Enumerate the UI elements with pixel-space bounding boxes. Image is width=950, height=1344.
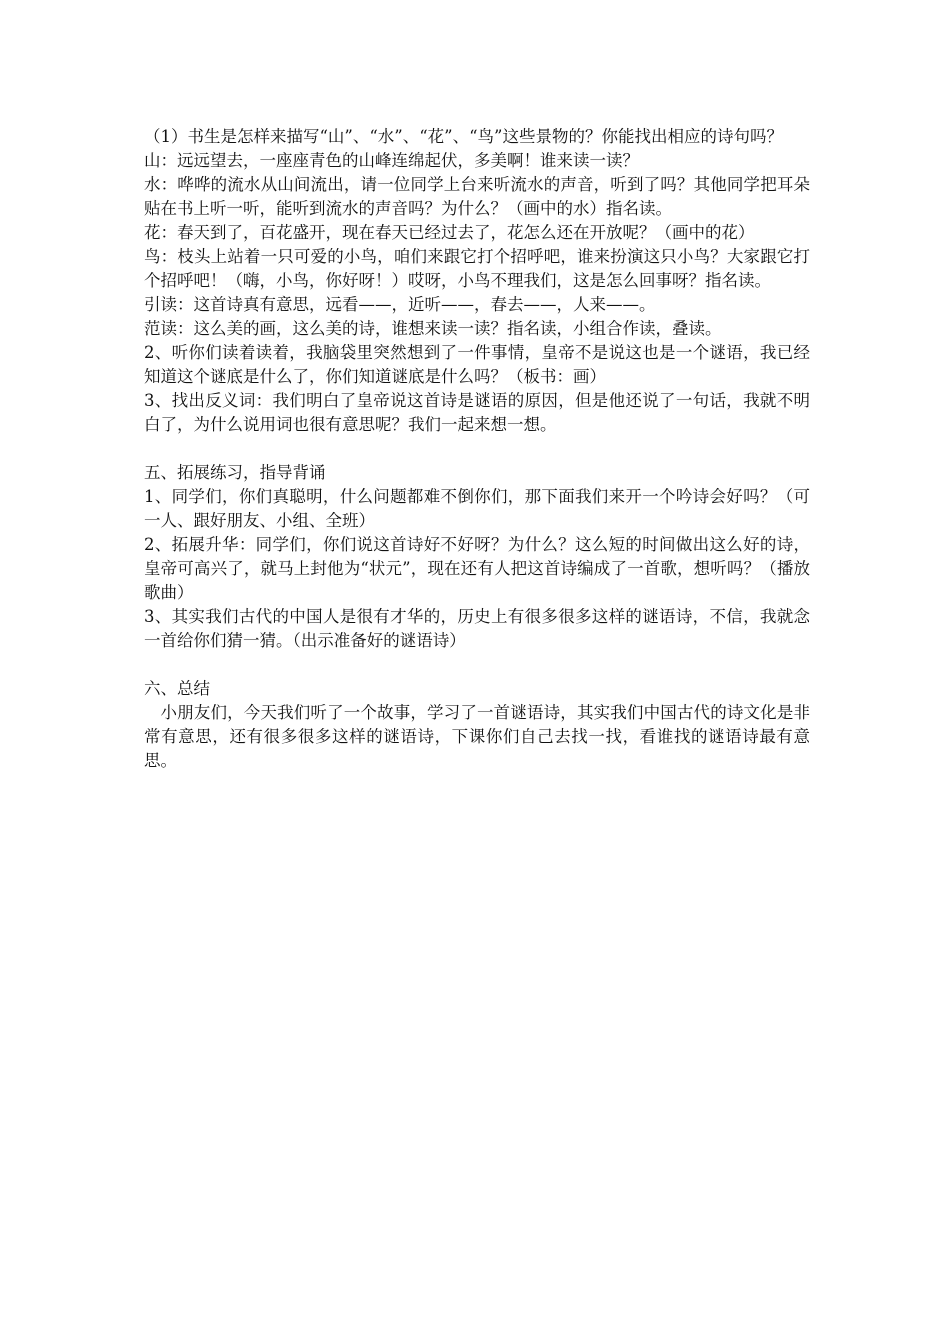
blank-line <box>144 437 810 461</box>
model-reading-paragraph: 范读：这么美的画，这么美的诗，谁想来读一读？指名读，小组合作读，叠读。 <box>144 319 722 338</box>
document-body <box>144 125 810 773</box>
bird-paragraph: 鸟：枝头上站着一只可爱的小鸟，咱们来跟它打个招呼吧，谁来扮演这只小鸟？大家跟它打个招呼吧！（嗨，小鸟，你好呀！）哎呀，小鸟不理我们，这是怎么回事呀？指名读。 <box>144 247 810 290</box>
question-1: （1）书生是怎样来描写“山”、“水”、“花”、“鸟”这些景物的？你能找出相应的诗句吗？ <box>144 127 783 146</box>
section-5-item-1: 1、同学们，你们真聪明，什么问题都难不倒你们，那下面我们来开一个吟诗会好吗？（可一人、跟好朋友、小组、全班） <box>144 487 810 530</box>
water-paragraph: 水：哗哗的流水从山间流出，请一位同学上台来听流水的声音，听到了吗？其他同学把耳朵贴在书上听一听，能听到流水的声音吗？为什么？（画中的水）指名读。 <box>144 175 810 218</box>
section-5-item-3: 3、其实我们古代的中国人是很有才华的，历史上有很多很多这样的谜语诗，不信，我就念一首给你们猜一猜。（出示准备好的谜语诗） <box>144 607 810 650</box>
section-5-heading: 五、拓展练习，指导背诵 <box>144 463 326 482</box>
antonym-paragraph: 3、找出反义词：我们明白了皇帝说这首诗是谜语的原因，但是他还说了一句话，我就不明白了，为什么说用词也很有意思呢？我们一起来想一想。 <box>144 391 810 434</box>
riddle-answer-paragraph: 2、听你们读着读着，我脑袋里突然想到了一件事情，皇帝不是说这也是一个谜语，我已经知道这个谜底是什么了，你们知道谜底是什么吗？（板书：画） <box>144 343 810 386</box>
guided-reading-paragraph: 引读：这首诗真有意思，远看——，近听——，春去——，人来——。 <box>144 295 656 314</box>
mountain-paragraph: 山：远远望去，一座座青色的山峰连绵起伏，多美啊！谁来读一读？ <box>144 151 639 170</box>
section-6-heading: 六、总结 <box>144 679 210 698</box>
flower-paragraph: 花：春天到了，百花盛开，现在春天已经过去了，花怎么还在开放呢？（画中的花） <box>144 223 755 242</box>
summary-paragraph: 小朋友们，今天我们听了一个故事，学习了一首谜语诗，其实我们中国古代的诗文化是非常有意思，还有很多很多这样的谜语诗，下课你们自己去找一找，看谁找的谜语诗最有意思。 <box>144 703 810 770</box>
blank-line <box>144 653 810 677</box>
section-5-item-2: 2、拓展升华：同学们，你们说这首诗好不好呀？为什么？这么短的时间做出这么好的诗，皇帝可高兴了，就马上封他为“状元”，现在还有人把这首诗编成了一首歌，想听吗？（播放歌曲） <box>144 535 810 602</box>
